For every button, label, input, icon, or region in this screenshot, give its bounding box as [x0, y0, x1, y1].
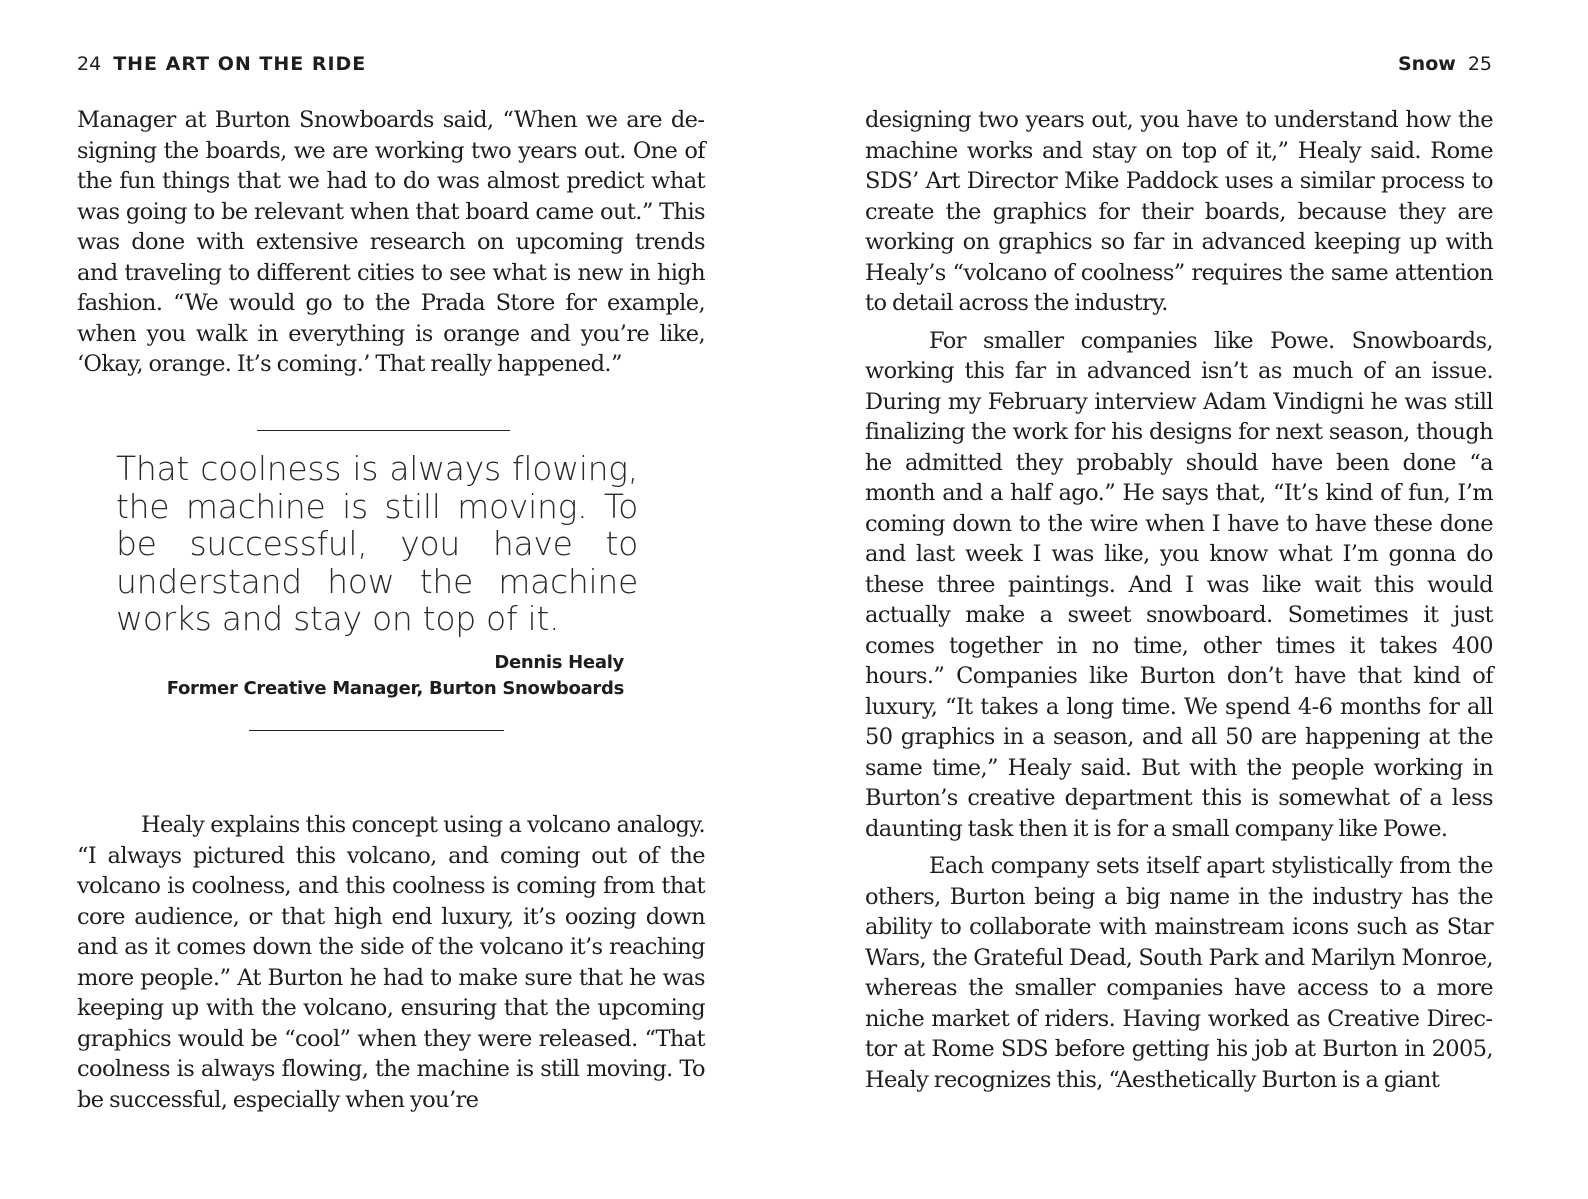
running-head-left: [77, 50, 366, 78]
quote-author-role: Former Creative Manager, Burton Snowboards: [166, 678, 624, 699]
pull-quote-top-rule: [257, 430, 510, 431]
running-head-right: [1398, 50, 1492, 78]
paragraph: designing two years out, you have to understand how the machine works and stay on top of it,” Healy said. Rome SDS’ Art Director Mike Paddock uses a similar process to create the graphics for their boards, because they are working on graphics so far in advanced keeping up with Healy’s “volcano of coolness” requires the same attention to detail across the industry.: [865, 107, 1493, 316]
pull-quote-bottom-rule: [249, 730, 504, 731]
quote-author: Dennis Healy: [494, 652, 624, 673]
right-body-text: [865, 105, 1493, 1095]
paragraph: For smaller companies like Powe. Snowboards, working this far in advanced isn’t as much of an issue. During my February interview Adam Vindigni he was still finalizing the work for his designs for next season, though he admitted they probably should have been done “a month and a half ago.” He says that, “It’s kind of fun, I’m coming down to the wire when I have to have these done and last week I was like, you know what I’m gonna do these three paintings. And I was like wait this would actually make a sweet snowboard. Sometimes it just comes together in no time, other times it takes 400 hours.” Companies like Burton don’t have that kind of luxury, “It takes a long time. We spend 4-6 months for all 50 graphics in a season, and all 50 are happening at the same time,” Healy said. But with the people working in Burton’s creative department this is somewhat of a less daunting task then it is for a small company like Powe.: [865, 327, 1493, 842]
book-title: THE ART ON THE RIDE: [113, 53, 367, 75]
paragraph: Each company sets itself apart stylistically from the others, Burton being a big name in the industry has the ability to collaborate with mainstream icons such as Star Wars, the Grateful Dead, South Park and Marilyn Monroe, whereas the smaller companies have access to a more niche market of riders. Having worked as Creative Director at Rome SDS before getting his job at Burton in 2005, Healy recognizes this, “Aesthetically Burton is a giant: [865, 853, 1493, 1093]
page-number-left: 24: [77, 53, 102, 75]
pull-quote: That coolness is always flowing, the machine is still moving. To be successful, you have to understand how the machine works and stay on top of it.: [116, 449, 638, 638]
paragraph: Healy explains this concept using a volcano analogy. “I always pictured this volcano, and coming out of the volcano is coolness, and this coolness is coming from that core audience, or that high end luxury, it’s oozing down and as it comes down the side of the volcano it’s reaching more people.” At Burton he had to make sure that he was keeping up with the volcano, ensuring that the upcoming graphics would be “cool” when they were released. “That coolness is always flowing, the machine is still moving. To be successful, especially when you’re: [77, 812, 705, 1113]
chapter-title: Snow: [1397, 53, 1456, 75]
left-top-body-text: [77, 105, 705, 380]
right-page: [794, 0, 1588, 1199]
paragraph: Manager at Burton Snowboards said, “When we are designing the boards, we are working two years out. One of the fun things that we had to do was almost predict what was going to be relevant when that board came out.” This was done with extensive research on upcoming trends and traveling to different cities to see what is new in high fashion. “We would go to the Prada Store for example, when you walk in everything is orange and you’re like, ‘Okay, orange. It’s coming.’ That really happened.”: [77, 107, 705, 377]
left-bottom-body-text: [77, 810, 705, 1115]
page-number-right: 25: [1467, 53, 1492, 75]
pull-quote-attribution: [116, 650, 624, 702]
